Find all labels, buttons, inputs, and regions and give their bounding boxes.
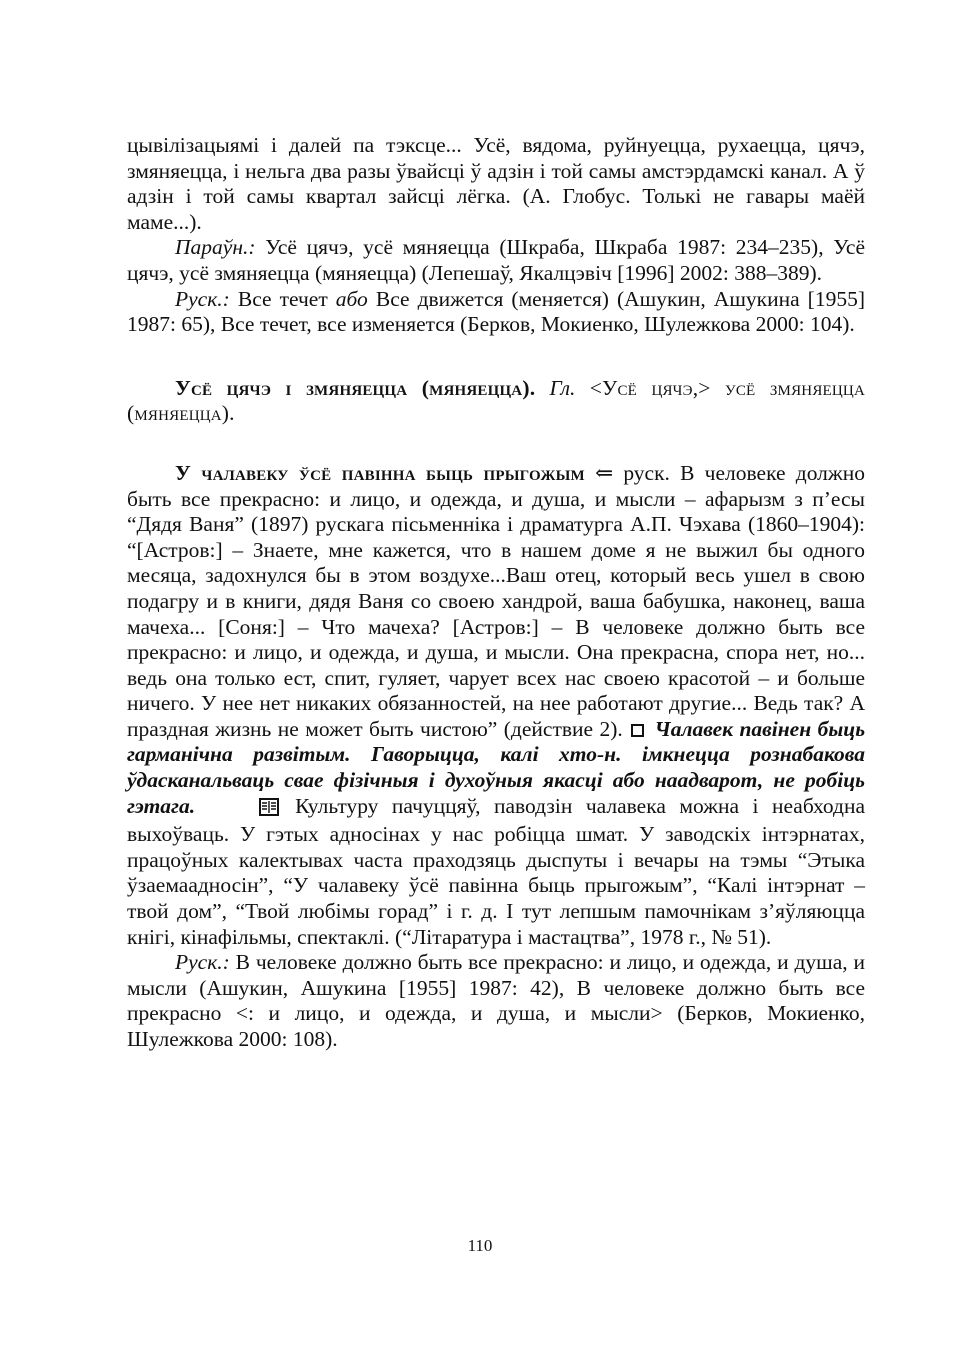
continuation-paragraph: цывілізацыямі і далей па тэксце... Усё, вядома, руйнуецца, рухаецца, цячэ, змяняецца, і нельга два разы ўвайсці ў адзін і той самы амстэрдамскі канал. А ў адзін і той самы квартал зайсці лёгка. (А. Глобус. Толькі не гавары маёй маме...). <box>127 133 865 234</box>
compare-paragraph <box>127 235 865 286</box>
russian-label: Руск.: <box>175 286 230 311</box>
page-number: 110 <box>467 1236 493 1255</box>
entry-usyo-tsyache <box>127 376 865 427</box>
square-icon <box>631 724 644 737</box>
see-label: Гл. <box>549 375 576 400</box>
entry-headword: У чалавеку ўсё павінна быць прыгожым <box>175 460 585 485</box>
russian-paragraph-2 <box>127 950 865 1052</box>
entry-example: Культуру пачуццяў, паводзін чалавека можна і неабходна выхоўваць. У гэтых адносінах у нас робіцца шмат. У заводскіх інтэрнатах, працоўных калектывах часта праходзяць дыспуты і вечары на тэмы “Этыка ўзаемаадносін”, “У чалавеку ўсё павінна быць прыгожым”, “Калі інтэрнат – твой дом”, “Твой любімы горад” і г. д. І тут лепшым памочнікам з’яўляюцца кнігі, кінафільмы, спектаклі. (“Літаратура і мастацтва”, 1978 г., № 51). <box>127 793 866 949</box>
entry-headword: Усё цячэ і змяняецца (мяняецца). <box>175 375 536 400</box>
entry-u-chalaveku <box>127 461 865 950</box>
russian-text-a: Все течет <box>229 286 336 311</box>
russian-abo: або <box>335 286 368 311</box>
entry-definition: Чалавек павінен быць гарманічна развітым. Гаворыцца, калі хто-н. імкнецца рознабакова ўдасканальваць свае фізічныя і духоўныя якасці або наадварот, не робіць гэтага. <box>127 716 866 818</box>
russian-paragraph <box>127 287 865 338</box>
russian-text: В человеке должно быть все прекрасно: и лицо, и одежда, и душа, и мысли (Ашукин, Ашукина [1955] 1987: 42), В человеке должно быть все прекрасно <: и лицо, и одежда, и душа, и мысли> (Берков, Мокиенко, Шулежкова 2000: 108). <box>127 950 865 1051</box>
page-body <box>127 133 865 1053</box>
see-reference: <Усё цячэ,> усё змяняецца (мяняецца). <box>127 375 865 426</box>
entry-origin-text: ⇐ руск. В человеке должно быть все прекрасно: и лицо, и одежда, и душа, и мысли – афарызм з п’есы “Дядя Ваня” (1897) рускага пісьменніка і драматурга А.П. Чэхава (1860–1904): “[Астров:] – Знаете, мне кажется, что в нашем доме я не выжил бы одного месяца, задохнулся бы в этом воздухе...Ваш отец, который весь ушел в свою подагру и в книги, дядя Ваня со своею хандрой, ваша бабушка, наконец, ваша мачеха... [Соня:] – Что мачеха? [Астров:] – В человеке должно быть все прекрасно: и лицо, и одежда, и душа, и мысли. Она прекрасна, спора нет, но... ведь она только ест, спит, гуляет, чарует всех нас своею красотой – и больше ничего. У нее нет никаких обязанностей, на нее работают другие... Ведь так? А праздная жизнь не может быть чистою” (действие 2). <box>127 460 865 741</box>
compare-text: Усё цячэ, усё мяняецца (Шкраба, Шкраба 1987: 234–235), Усё цячэ, усё змяняецца (мяняецца) (Лепешаў, Якалцэвіч [1996] 2002: 388–389). <box>127 235 865 285</box>
book-icon <box>211 797 279 823</box>
compare-label: Параўн.: <box>175 235 256 260</box>
russian-label: Руск.: <box>175 950 230 975</box>
russian-text-b: Все движется (меняется) (Ашукин, Ашукина [1955] 1987: 65), Все течет, все изменяется (Берков, Мокиенко, Шулежкова 2000: 104). <box>127 286 866 337</box>
